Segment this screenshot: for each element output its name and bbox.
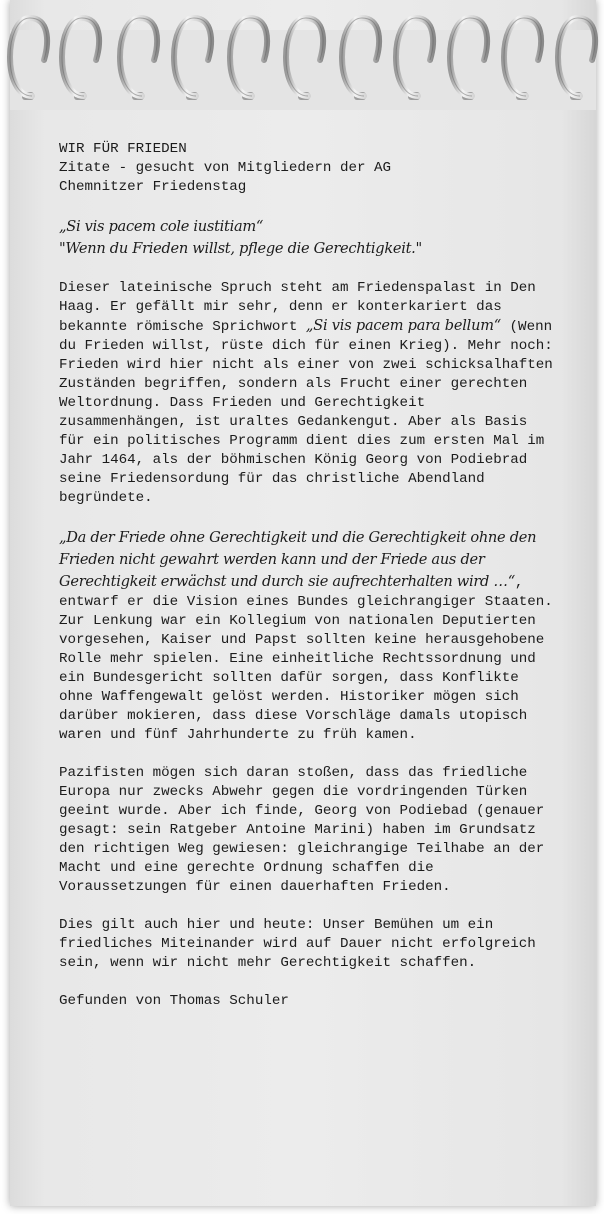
podiebrad-quote: „Da der Friede ohne Gerechtigkeit und die Gerechtigkeit ohne den Frieden nicht gewahrt werden kann und der Friede aus der Gerechtigkeit erwächst und durch sie aufrechterhalten wird …“ [59, 529, 537, 590]
page-title: WIR FÜR FRIEDEN [59, 141, 187, 157]
paragraph-3: Pazifisten mögen sich daran stoßen, dass das friedliche Europa nur zwecks Abwehr gegen die vordringenden Türken geeint wurde. Aber ich finde, Georg von Podiebad (genauer gesagt: sein Ratgeber Antoine Marini) haben im Grundsatz den richtigen Weg gewiesen: gleichrangige Teilhabe an der Macht und eine gerechte Ordnung schaffen die Voraussetzungen für einen dauerhaften Frieden. [59, 765, 545, 895]
signature: Gefunden von Thomas Schuler [59, 993, 289, 1009]
paragraph-1-start: Dieser lateinische Spruch steht am Friedenspalast in Den Haag. Er gefällt mir sehr, denn er konterkariert das bekannte römische Sprichwort [59, 280, 536, 335]
german-translation: "Wenn du Frieden willst, pflege die Gerechtigkeit." [59, 240, 422, 257]
latin-quote: „Si vis pacem cole iustitiam“ [59, 218, 264, 235]
paragraph-4: Dies gilt auch hier und heute: Unser Bemühen um ein friedliches Miteinander wird auf Dauer nicht erfolgreich sein, wenn wir nicht mehr Gerechtigkeit schaffen. [59, 917, 536, 971]
paragraph-1-end: (Wenn du Frieden willst, rüste dich für einen Krieg). Mehr noch: Frieden wird hier nicht als einer von zwei schicksalhaften Zuständen begriffen, sondern als Frucht einer gerechten Weltordnung. Dass Frieden und Gerechtigkeit zusammenhängen, ist uraltes Gedankengut. Aber als Basis für ein politisches Programm dient dies zum ersten Mal im Jahr 1464, als der böhmischen König Georg von Podiebrad seine Friedensordung für das christliche Abendland begründete. [59, 319, 553, 506]
spiral-binding [0, 0, 604, 110]
quote-block [59, 216, 559, 260]
subtitle-line-2: Chemnitzer Friedenstag [59, 179, 247, 195]
paragraph-2 [59, 527, 559, 745]
roman-proverb: „Si vis pacem para bellum“ [305, 318, 502, 334]
paragraph-1 [59, 279, 559, 508]
header-block [59, 140, 559, 197]
page-content [59, 140, 559, 1030]
paragraph-2-end: , entwarf er die Vision eines Bundes gleichrangiger Staaten. Zur Lenkung war ein Kollegium von nationalen Deputierten vorgesehen, Kaiser und Papst sollten keine herausgehobene Rolle mehr spielen. Eine einheitliche Rechtssordnung und ein Bundesgericht sollten dafür sorgen, dass Konflikte ohne Waffengewalt gelöst werden. Historiker mögen sich darüber mokieren, dass diese Vorschläge damals utopisch waren und fünf Jahrhunderte zu früh kamen. [59, 575, 553, 743]
subtitle-line-1: Zitate - gesucht von Mitgliedern der AG [59, 160, 392, 176]
